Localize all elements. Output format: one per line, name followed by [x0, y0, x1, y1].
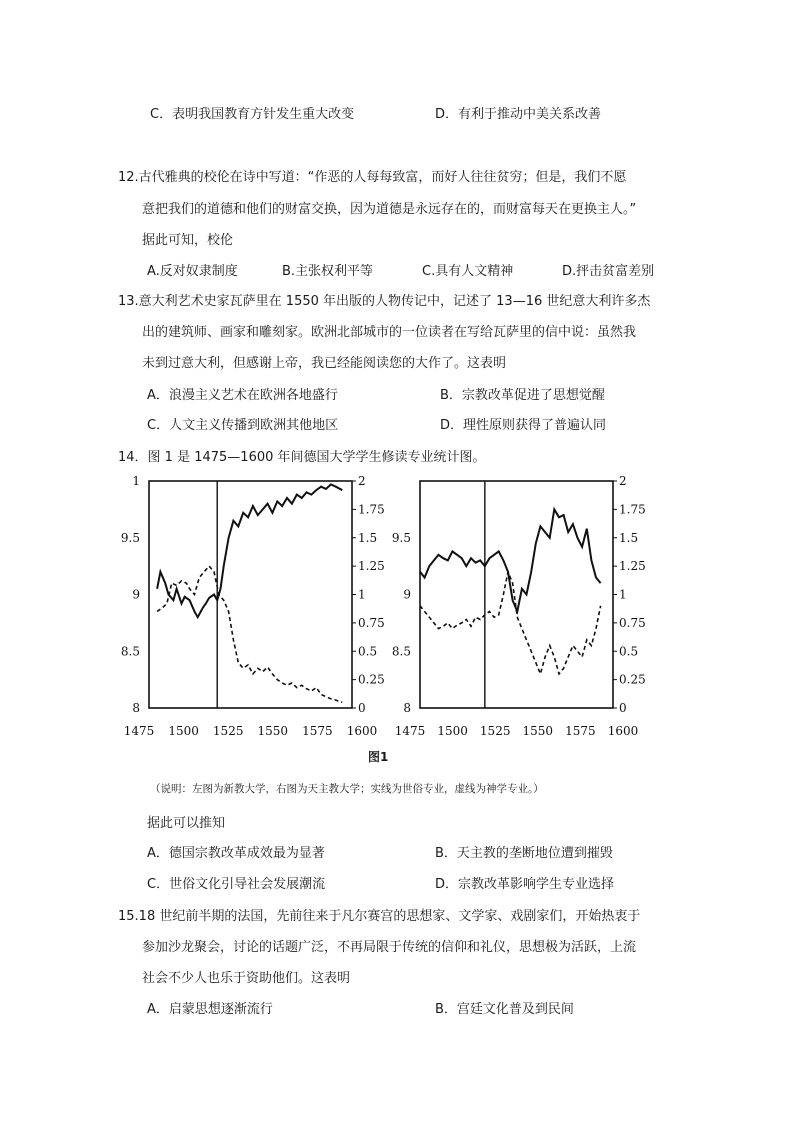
q15-option-a[interactable]: A．启蒙思想逐渐流行 [147, 1002, 273, 1017]
right-tick-label: 2 [358, 474, 366, 488]
figure-note: （说明：左图为新教大学，右图为天主教大学；实线为世俗专业，虚线为神学专业。） [150, 783, 544, 795]
right-tick-label: 1.5 [358, 530, 378, 545]
x-tick-label: 1525 [212, 724, 244, 738]
right-tick-label: 0 [619, 701, 627, 715]
q14-stem-line1: 14．图 1 是 1475—1600 年间德国大学学生修读专业统计图。 [118, 450, 486, 465]
figure-1-charts [0, 468, 794, 758]
right-tick-label: 1.25 [619, 559, 646, 574]
right-tick-label: 0.5 [619, 644, 639, 659]
q14-option-c[interactable]: C．世俗文化引导社会发展潮流 [147, 877, 326, 892]
right-tick-label: 1.25 [358, 559, 385, 574]
q13-stem-line3: 未到过意大利，但感谢上帝，我已经能阅读您的大作了。这表明 [142, 356, 507, 371]
q12-stem-line2: 意把我们的道德和他们的财富交换，因为道德是永远存在的，而财富每天在更换主人。” [142, 202, 637, 217]
left-tick-label: 1 [132, 474, 140, 488]
x-tick-label: 1600 [346, 724, 378, 738]
right-tick-label: 1.75 [619, 502, 646, 517]
right-tick-label: 1.75 [358, 502, 385, 517]
x-tick-label: 1550 [257, 724, 289, 738]
left-tick-label: 9.5 [120, 530, 140, 545]
x-tick-label: 1575 [565, 724, 596, 738]
q13-option-c[interactable]: C．人文主义传播到欧洲其他地区 [147, 418, 339, 433]
x-tick-label: 1550 [522, 724, 554, 738]
q11-option-c[interactable]: C．表明我国教育方针发生重大改变 [150, 107, 355, 122]
q12-option-c[interactable]: C.具有人文精神 [422, 264, 514, 279]
right-tick-label: 0.75 [358, 615, 385, 630]
q13-stem-line1: 13.意大利艺术史家瓦萨里在 1550 年出版的人物传记中，记述了 13—16 世纪意大利许多杰 [118, 294, 651, 309]
series-line-theology [157, 566, 342, 702]
q15-option-b[interactable]: B．宫廷文化普及到民间 [435, 1002, 574, 1017]
series-line-secular [420, 509, 601, 611]
right-tick-label: 0.25 [358, 672, 385, 687]
q15-stem-line3: 社会不少人也乐于资助他们。这表明 [142, 971, 351, 986]
q12-option-a[interactable]: A.反对奴隶制度 [147, 264, 238, 279]
right-tick-label: 2 [619, 474, 627, 488]
x-tick-label: 1500 [168, 724, 199, 738]
x-tick-label: 1475 [123, 724, 155, 738]
q12-option-b[interactable]: B.主张权利平等 [282, 264, 374, 279]
right-tick-label: 1.5 [619, 530, 639, 545]
q14-option-d[interactable]: D．宗教改革影响学生专业选择 [435, 877, 615, 892]
x-tick-label: 1525 [479, 724, 511, 738]
x-tick-label: 1575 [302, 724, 333, 738]
left-tick-label: 8 [132, 701, 140, 715]
q14-stem-line2: 据此可以推知 [147, 816, 226, 831]
q12-stem-line3: 据此可知，校伦 [142, 233, 234, 248]
x-tick-label: 1500 [437, 724, 468, 738]
left-tick-label: 9 [403, 587, 411, 602]
q12-stem-line1: 12.古代雅典的校伦在诗中写道：“作恶的人每每致富，而好人往往贫穷；但是，我们不愿 [118, 170, 627, 185]
series-line-secular [157, 484, 342, 617]
right-tick-label: 0.5 [358, 644, 378, 659]
x-tick-label: 1600 [607, 724, 639, 738]
plot-frame [420, 481, 613, 708]
left-tick-label: 8.5 [391, 644, 411, 659]
x-tick-label: 1475 [394, 724, 426, 738]
q12-option-d[interactable]: D.抨击贫富差别 [562, 264, 655, 279]
figure-label: 图1 [368, 750, 389, 764]
right-tick-label: 1 [619, 587, 627, 602]
q14-option-a[interactable]: A．德国宗教改革成效最为显著 [147, 846, 325, 861]
q14-option-b[interactable]: B．天主教的垄断地位遭到摧毁 [435, 846, 613, 861]
q13-option-d[interactable]: D．理性原则获得了普遍认同 [440, 418, 607, 433]
right-tick-label: 0.25 [619, 672, 646, 687]
left-tick-label: 8.5 [120, 644, 140, 659]
left-tick-label: 9 [132, 587, 140, 602]
right-tick-label: 0 [358, 701, 366, 715]
q13-stem-line2: 出的建筑师、画家和雕刻家。欧洲北部城市的一位读者在写给瓦萨里的信中说：虽然我 [142, 325, 637, 340]
q15-stem-line1: 15.18 世纪前半期的法国，先前往来于凡尔赛宫的思想家、文学家、戏剧家们，开始热衷于 [118, 909, 641, 924]
chart-left-protestant [121, 474, 385, 738]
right-tick-label: 0.75 [619, 615, 646, 630]
q11-option-d[interactable]: D．有利于推动中美关系改善 [435, 107, 602, 122]
right-tick-label: 1 [358, 587, 366, 602]
q13-option-b[interactable]: B．宗教改革促进了思想觉醒 [440, 388, 605, 403]
q15-stem-line2: 参加沙龙聚会，讨论的话题广泛，不再局限于传统的信仰和礼仪，思想极为活跃，上流 [142, 940, 637, 955]
left-tick-label: 8 [403, 701, 411, 715]
chart-right-catholic [392, 474, 646, 738]
q13-option-a[interactable]: A．浪漫主义艺术在欧洲各地盛行 [147, 388, 338, 403]
left-tick-label: 9.5 [391, 530, 411, 545]
